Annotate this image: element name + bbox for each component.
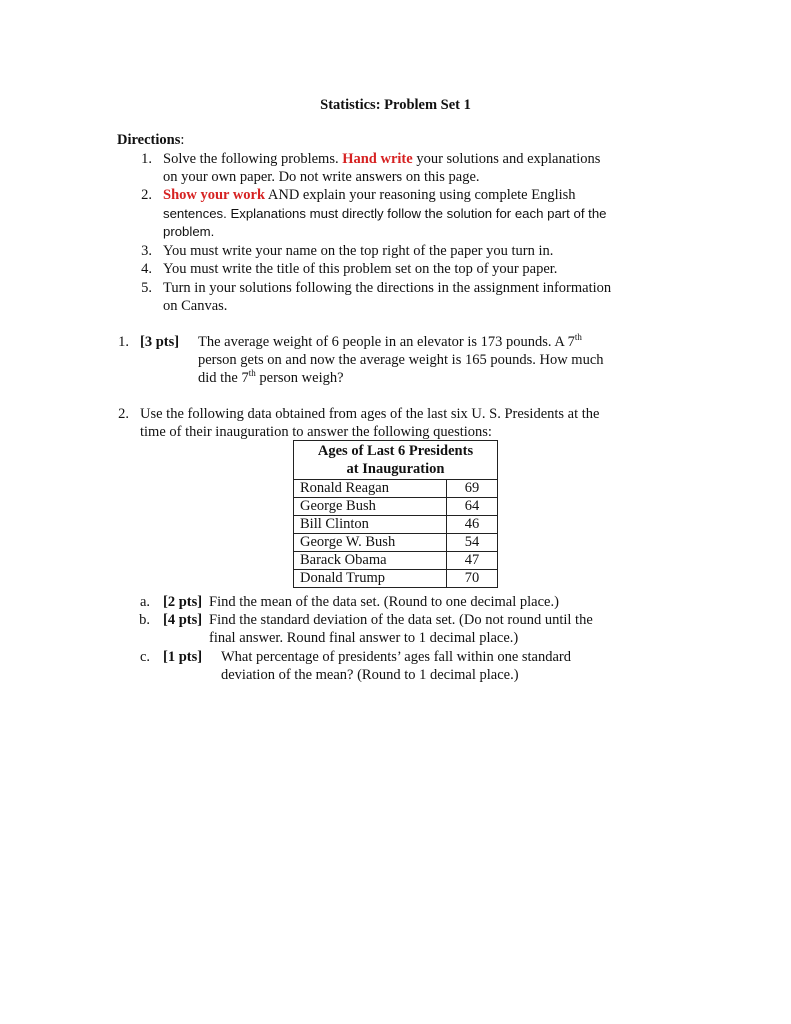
table-header [294, 441, 498, 480]
problem-1-line3 [198, 369, 344, 388]
president-age: 64 [447, 498, 498, 516]
president-name: Barack Obama [294, 552, 447, 570]
direction-2-number: 2. [141, 187, 152, 203]
table-header-line1: Ages of Last 6 Presidents [317, 443, 474, 459]
problem-1-points: [3 pts] [140, 334, 180, 350]
direction-1-text-cont: your solutions and explanations [412, 151, 601, 167]
table-header-row [294, 441, 498, 480]
direction-1-line1 [163, 150, 600, 169]
presidents-ages-table [293, 440, 498, 588]
president-name: Ronald Reagan [294, 480, 447, 498]
problem-1-line3-text: did the 7 [198, 370, 249, 386]
problem-1-line1 [198, 333, 582, 352]
direction-2-line2: sentences. Explanations must directly follow the solution for each part of the [163, 206, 607, 221]
direction-4-text: You must write the title of this problem set on the top of your paper. [163, 261, 558, 277]
directions-label: Directions [117, 132, 181, 148]
direction-2-line3: problem. [163, 224, 215, 239]
president-age: 47 [447, 552, 498, 570]
president-age: 54 [447, 534, 498, 552]
problem-1-line2: person gets on and now the average weight is 165 pounds. How much [198, 352, 604, 368]
part-c-line2: deviation of the mean? (Round to 1 decimal place.) [221, 667, 519, 683]
president-name: George W. Bush [294, 534, 447, 552]
problem-2-line1: Use the following data obtained from ages of the last six U. S. Presidents at the [140, 406, 600, 422]
part-c-line1: What percentage of presidents’ ages fall within one standard [221, 649, 572, 665]
problem-2-number: 2. [118, 406, 129, 422]
president-name: George Bush [294, 498, 447, 516]
part-b-letter: b. [139, 612, 150, 628]
table-row [294, 570, 498, 588]
table-header-line2: at Inauguration [346, 461, 445, 477]
show-your-work-emphasis: Show your work [163, 187, 266, 203]
part-a-points: [2 pts] [163, 594, 203, 610]
problem-1-line3-text-cont: person weigh? [255, 370, 344, 386]
superscript-th: th [574, 332, 582, 342]
problem-2-line2: time of their inauguration to answer the following questions: [140, 424, 492, 440]
table-row [294, 480, 498, 498]
directions-colon: : [180, 132, 185, 148]
part-c-letter: c. [139, 649, 150, 665]
direction-1-line2: on your own paper. Do not write answers on this page. [163, 169, 480, 185]
direction-4-number: 4. [141, 261, 152, 277]
hand-write-emphasis: Hand write [342, 151, 413, 167]
problem-1-line1-text: The average weight of 6 people in an elevator is 173 pounds. A 7 [198, 334, 575, 350]
president-age: 69 [447, 480, 498, 498]
table-row [294, 516, 498, 534]
direction-5-number: 5. [141, 280, 152, 296]
direction-2-text: AND explain your reasoning using complete English [265, 187, 576, 203]
president-age: 70 [447, 570, 498, 588]
direction-1-text: Solve the following problems. [163, 151, 343, 167]
president-name: Bill Clinton [294, 516, 447, 534]
direction-5-line2: on Canvas. [163, 298, 228, 314]
part-a-letter: a. [139, 594, 150, 610]
direction-5-line1: Turn in your solutions following the directions in the assignment information [163, 280, 612, 296]
page-title: Statistics: Problem Set 1 [320, 97, 471, 113]
table-row [294, 498, 498, 516]
president-name: Donald Trump [294, 570, 447, 588]
problem-1-number: 1. [118, 334, 129, 350]
part-a-text: Find the mean of the data set. (Round to one decimal place.) [209, 594, 559, 610]
table-row [294, 552, 498, 570]
part-c-points: [1 pts] [163, 649, 203, 665]
direction-1-number: 1. [141, 151, 152, 167]
direction-3-number: 3. [141, 243, 152, 259]
part-b-line2: final answer. Round final answer to 1 decimal place.) [209, 630, 519, 646]
president-age: 46 [447, 516, 498, 534]
direction-2-line1 [163, 186, 576, 205]
part-b-line1: Find the standard deviation of the data set. (Do not round until the [209, 612, 593, 628]
table-row [294, 534, 498, 552]
directions-heading [117, 131, 184, 150]
part-b-points: [4 pts] [163, 612, 203, 628]
direction-3-text: You must write your name on the top right of the paper you turn in. [163, 243, 554, 259]
superscript-th: th [248, 368, 256, 378]
